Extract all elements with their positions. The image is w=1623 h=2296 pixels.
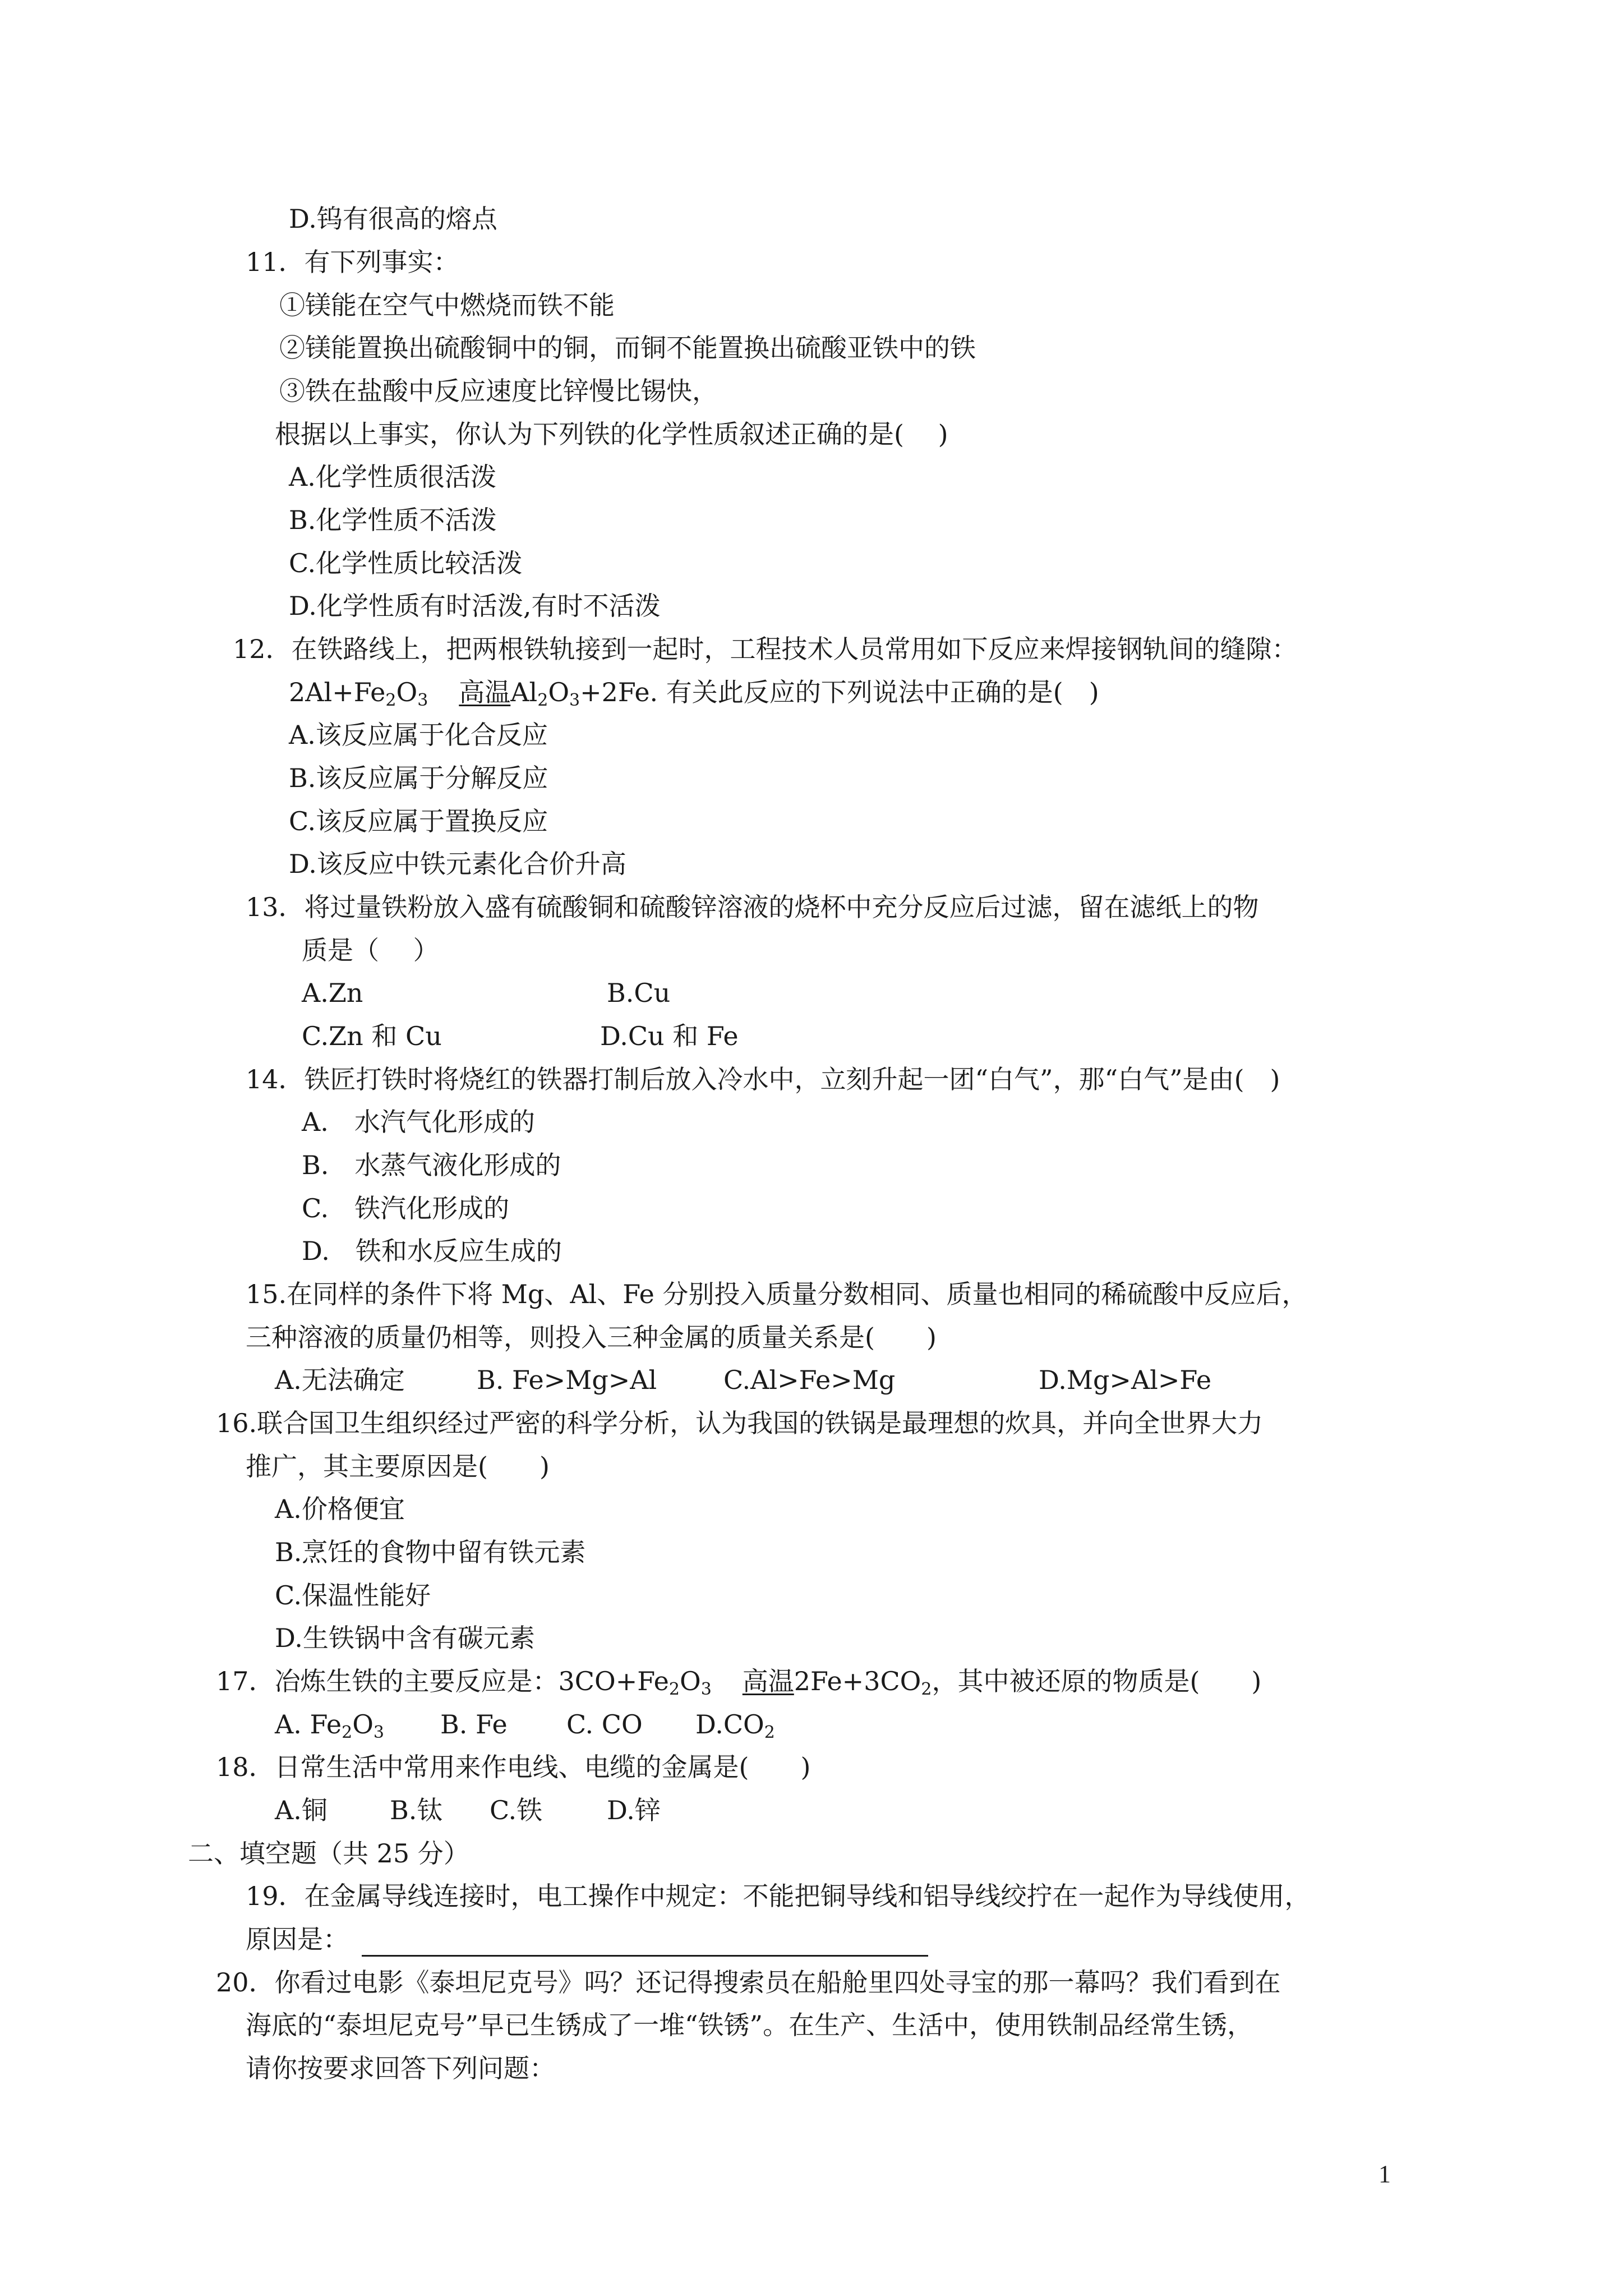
q19-stem-line-2: 原因是： [246, 1924, 349, 1954]
q20-stem-line-1: 20．你看过电影《泰坦尼克号》吗？还记得搜索员在船舱里四处寻宝的那一幕吗？我们看到在 [216, 1967, 1281, 1998]
q14-option-b: B. 水蒸气液化形成的 [302, 1150, 561, 1180]
q11-fact-3: ③铁在盐酸中反应速度比锌慢比锡快， [279, 376, 718, 406]
q15-option-b: B. Fe>Mg>Al [477, 1365, 657, 1395]
q16-stem-line-1: 16.联合国卫生组织经过严密的科学分析，认为我国的铁锅是最理想的炊具，并向全世界大力 [216, 1408, 1264, 1438]
q18-stem: 18．日常生活中常用来作电线、电缆的金属是( ) [216, 1752, 811, 1782]
q10-option-d: D.钨有很高的熔点 [289, 204, 497, 234]
section-2-title: 二、填空题（共 25 分） [188, 1838, 469, 1869]
q16-option-b: B.烹饪的食物中留有铁元素 [275, 1537, 586, 1567]
q17-reaction-condition: 高温 [742, 1666, 794, 1696]
q18-option-d: D.锌 [607, 1795, 661, 1825]
q12-option-d: D.该反应中铁元素化合价升高 [289, 849, 626, 879]
q13-option-b: B.Cu [607, 978, 671, 1008]
q13-stem-line-1: 13．将过量铁粉放入盛有硫酸铜和硫酸锌溶液的烧杯中充分反应后过滤，留在滤纸上的物 [246, 892, 1259, 922]
q18-option-a: A.铜 [275, 1795, 328, 1825]
q15-stem-line-1: 15.在同样的条件下将 Mg、Al、Fe 分别投入质量分数相同、质量也相同的稀硫酸中反应后， [246, 1279, 1308, 1309]
q11-stem: 11．有下列事实： [246, 247, 459, 277]
q11-option-b: B.化学性质不活泼 [289, 505, 497, 535]
q15-option-a: A.无法确定 [275, 1365, 405, 1395]
q15-stem-line-2: 三种溶液的质量仍相等，则投入三种金属的质量关系是( ) [246, 1322, 937, 1352]
q14-option-d: D. 铁和水反应生成的 [302, 1236, 562, 1266]
q13-stem-line-2: 质是（ ） [302, 935, 439, 965]
q13-option-d: D.Cu 和 Fe [600, 1021, 739, 1051]
q12-option-c: C.该反应属于置换反应 [289, 806, 548, 836]
q11-option-a: A.化学性质很活泼 [289, 462, 496, 492]
q12-option-a: A.该反应属于化合反应 [289, 720, 548, 750]
q17-option-a: A. $Fe_2O_3$ [275, 1709, 384, 1742]
q17-option-b: B. Fe [440, 1709, 508, 1740]
q16-option-a: A.价格便宜 [275, 1494, 405, 1524]
q18-option-b: B.钛 [390, 1795, 443, 1825]
q19-stem-line-1: 19．在金属导线连接时，电工操作中规定：不能把铜导线和铝导线绞拧在一起作为导线使用， [246, 1881, 1311, 1911]
q11-option-d: D.化学性质有时活泼,有时不活泼 [289, 591, 661, 621]
q14-option-a: A. 水汽气化形成的 [302, 1107, 535, 1137]
q19-answer-blank[interactable] [362, 1955, 928, 1957]
q12-equation: $2Al+Fe_2O_3$ 高温$Al_2O_3+2Fe$. 有关此反应的下列说法中正确的是( ) [289, 677, 1099, 710]
q12-stem: 12．在铁路线上，把两根铁轨接到一起时，工程技术人员常用如下反应来焊接钢轨间的缝隙： [233, 634, 1298, 664]
q15-option-d: D.Mg>Al>Fe [1039, 1365, 1212, 1395]
q16-stem-line-2: 推广，其主要原因是( ) [246, 1451, 550, 1481]
q12-reaction-condition: 高温 [459, 677, 511, 707]
q15-option-c: C.Al>Fe>Mg [723, 1365, 896, 1395]
q14-option-c: C. 铁汽化形成的 [302, 1193, 510, 1223]
q11-question: 根据以上事实，你认为下列铁的化学性质叙述正确的是( ) [275, 419, 948, 449]
q20-stem-line-3: 请你按要求回答下列问题： [246, 2053, 555, 2083]
q16-option-c: C.保温性能好 [275, 1580, 431, 1611]
q16-option-d: D.生铁锅中含有碳元素 [275, 1623, 535, 1653]
page-number: 1 [1378, 2160, 1391, 2188]
q20-stem-line-2: 海底的“泰坦尼克号”早已生锈成了一堆“铁锈”。在生产、生活中，使用铁制品经常生锈， [246, 2010, 1253, 2040]
q11-fact-2: ②镁能置换出硫酸铜中的铜，而铜不能置换出硫酸亚铁中的铁 [279, 333, 976, 363]
q12-option-b: B.该反应属于分解反应 [289, 763, 548, 793]
q17-stem: 17．冶炼生铁的主要反应是：$3CO+Fe_2O_3$ 高温$2Fe+3CO_2$，其中被还原的物质是( ) [216, 1666, 1262, 1699]
q18-option-c: C.铁 [490, 1795, 543, 1825]
q13-option-c: C.Zn 和 Cu [302, 1021, 442, 1051]
q11-fact-1: ①镁能在空气中燃烧而铁不能 [279, 290, 615, 320]
q17-option-c: C. CO [566, 1709, 643, 1740]
q17-option-d: $D.CO_2$ [695, 1709, 775, 1742]
q11-option-c: C.化学性质比较活泼 [289, 548, 523, 578]
q14-stem: 14．铁匠打铁时将烧红的铁器打制后放入冷水中，立刻升起一团“白气”，那“白气”是由( ) [246, 1064, 1280, 1094]
q13-option-a: A.Zn [302, 978, 363, 1008]
